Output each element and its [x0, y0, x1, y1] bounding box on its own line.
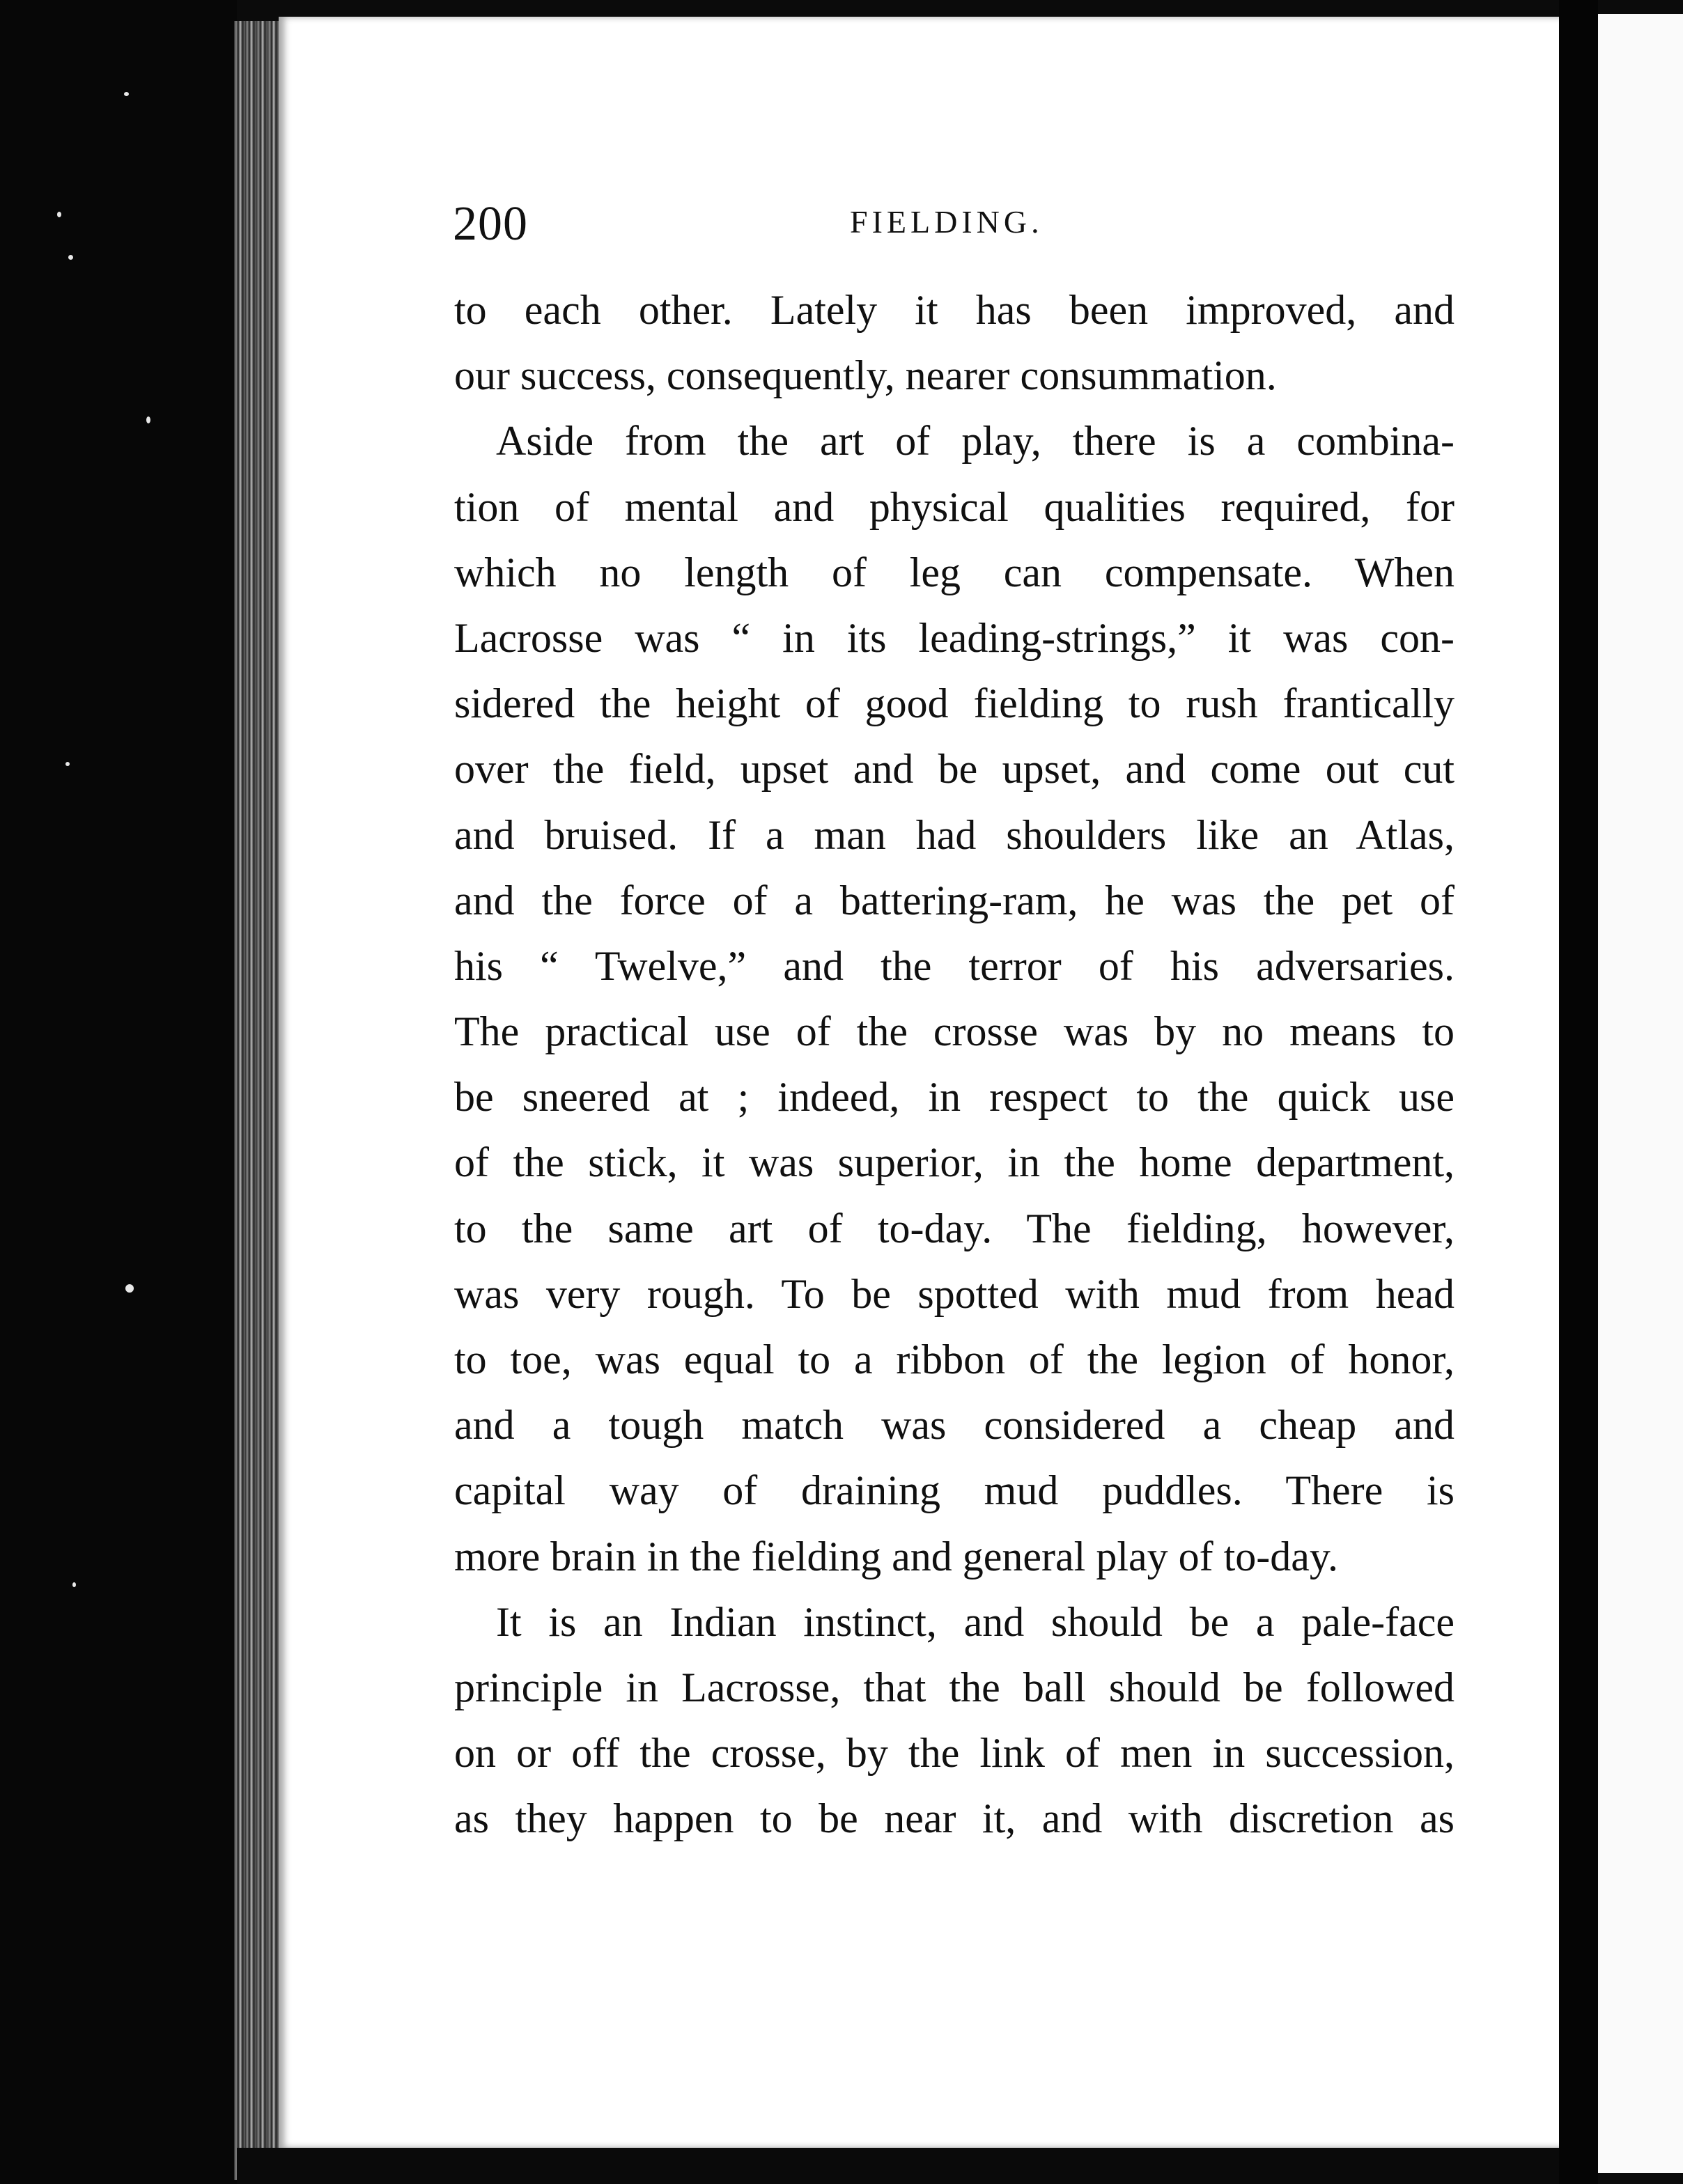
scan-left-margin [0, 0, 237, 2184]
text-line: to the same art of to-day. The fielding, however, [454, 1205, 1455, 1251]
text-line: and a tough match was considered a cheap and [454, 1402, 1455, 1449]
text-line: was very rough. To be spotted with mud from head [454, 1270, 1455, 1317]
text-line: over the field, upset and be upset, and come out cut [454, 746, 1455, 793]
text-line: of the stick, it was superior, in the home department, [454, 1139, 1455, 1186]
paragraph-start-line: Aside from the art of play, there is a combina- [496, 418, 1455, 465]
scan-speck [72, 1582, 76, 1587]
text-line: as they happen to be near it, and with discretion as [454, 1795, 1455, 1842]
text-line: and bruised. If a man had shoulders like an Atlas, [454, 811, 1455, 858]
running-title: FIELDING. [850, 204, 1044, 240]
scan-speck [68, 255, 73, 260]
text-line: on or off the crosse, by the link of men in succession, [454, 1730, 1455, 1777]
scan-speck [146, 416, 150, 423]
text-line: Lacrosse was “ in its leading-strings,” it was con- [454, 614, 1455, 661]
paragraph-start-line: It is an Indian instinct, and should be a pale-face [496, 1598, 1455, 1645]
text-line: to each other. Lately it has been improved, and [454, 287, 1455, 333]
text-line: tion of mental and physical qualities required, for [454, 483, 1455, 530]
text-line: The practical use of the crosse was by no means to [454, 1008, 1455, 1055]
text-line: more brain in the fielding and general play of to-day. [454, 1533, 1338, 1580]
text-line: our success, consequently, nearer consummation. [454, 352, 1277, 399]
page-number: 200 [453, 197, 528, 251]
page-gutter [1559, 0, 1598, 2184]
facing-page-edge [1598, 14, 1683, 2173]
scan-speck [125, 1284, 134, 1293]
text-line: capital way of draining mud puddles. There is [454, 1467, 1455, 1514]
text-line: which no length of leg can compensate. When [454, 549, 1455, 595]
scan-bottom-margin [237, 2148, 1559, 2184]
text-line: sidered the height of good fielding to rush frantically [454, 680, 1455, 727]
book-edge [234, 21, 279, 2180]
scan-speck [65, 762, 70, 766]
text-line: and the force of a battering-ram, he was the pet of [454, 877, 1455, 923]
text-line: be sneered at ; indeed, in respect to the quick use [454, 1074, 1455, 1121]
scan-speck [57, 212, 61, 217]
scan-speck [124, 92, 129, 96]
running-head [453, 196, 1453, 252]
text-line: principle in Lacrosse, that the ball should be followed [454, 1664, 1455, 1710]
text-line: to toe, was equal to a ribbon of the legion of honor, [454, 1336, 1455, 1382]
body-text [454, 277, 1455, 1852]
text-line: his “ Twelve,” and the terror of his adversaries. [454, 942, 1455, 989]
